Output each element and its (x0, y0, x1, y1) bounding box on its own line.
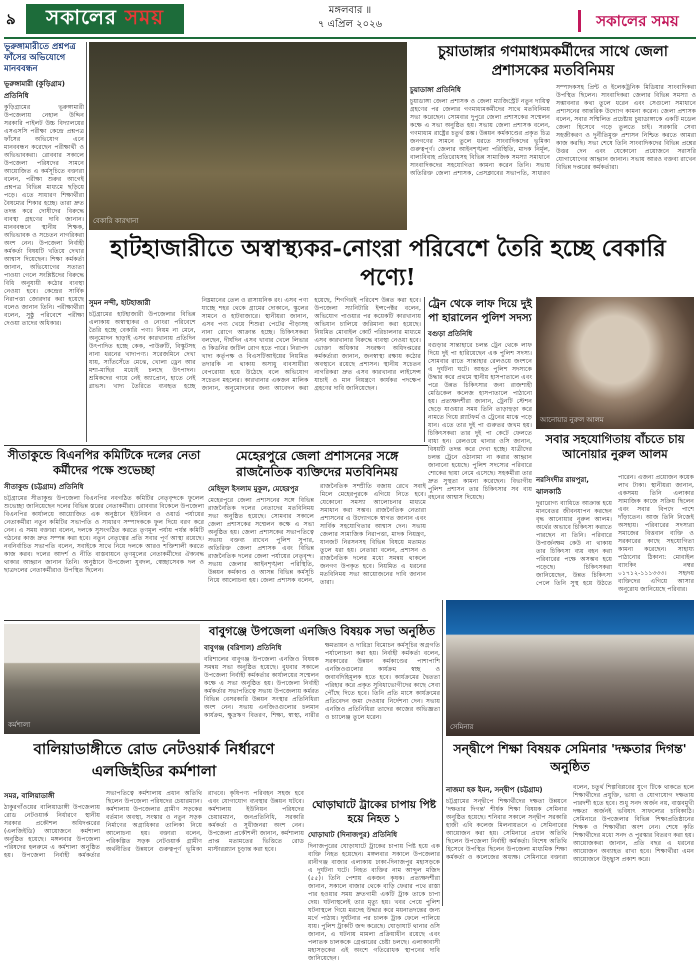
sandwip-photo (446, 600, 694, 736)
lead-headline: হাটহাজারীতে অস্বাস্থ্যকর-নোংরা পরিবেশে তৈরি হচ্ছে বেকারি পণ্যে! (110, 235, 666, 291)
date-block (300, 4, 400, 34)
elder-headline: সবার সহযোগিতায় বাঁচতে চায় আনোয়ার নুরুল আলম (545, 432, 685, 461)
sandwip-headline: সন্দ্বীপে শিক্ষা বিষয়ক সেমিনার 'দক্ষতার দিগন্ত' অনুষ্ঠিত (453, 741, 687, 774)
article-headline: ভূরুঙ্গামারীতে প্রশ্নপত্র ফাঁসের অভিযোগে মানববন্ধন (4, 42, 76, 74)
article-body: চট্টগ্রামের সন্দ্বীপে শিক্ষার্থীদের দক্ষতা উন্নয়নে 'দক্ষতার দিগন্ত' শীর্ষক শিক্ষা বিষয়ক সেমিনার অনুষ্ঠিত হয়েছে। শনিবার সকালে সন্দ্বীপ সরকারি হাজী এবি কলেজ মিলনায়তনে এ সেমিনারের আয়োজন করা হয়। সেমিনারে প্রধান অতিথি ছিলেন উপজেলা নির্বাহী কর্মকর্তা। বিশেষ অতিথি হিসেবে উপস্থিত ছিলেন উপজেলা মাধ্যমিক শিক্ষা কর্মকর্তা ও কলেজের অধ্যক্ষ। সেমিনারে বক্তারা বলেন, চতুর্থ শিল্পবিপ্লবের যুগে টিকে থাকতে হলে শিক্ষার্থীদের প্রযুক্তি, ভাষা ও যোগাযোগ দক্ষতায় পারদর্শী হতে হবে। শুধু সনদ অর্জন নয়, বাস্তবমুখী দক্ষতা অর্জনই ভবিষ্যৎ সাফল্যের চাবিকাঠি। সেমিনারে উপজেলার বিভিন্ন শিক্ষাপ্রতিষ্ঠানের শিক্ষক ও শিক্ষার্থীরা অংশ নেন। শেষে কৃতি শিক্ষার্থীদের মধ্যে সনদ ও পুরস্কার বিতরণ করা হয়। আয়োজকরা জানান, প্রতি বছর এ ধরনের আয়োজন অব্যাহত রাখা হবে। শিক্ষার্থীরা এমন আয়োজনে উচ্ছ্বাস প্রকাশ করে। (446, 784, 694, 863)
lead-photo (89, 42, 407, 230)
article-headline: ট্রেন থেকে লাফ দিয়ে দুই পা হারালেন পুলিশ সদস্য (428, 298, 532, 324)
elder-body-block (536, 474, 694, 598)
article-body: চুয়াডাঙ্গা জেলা প্রশাসক ও জেলা ম্যাজিস্ট্রেট নতুন দায়িত্ব গ্রহণের পর জেলার গণমাধ্যমকর্মীদের সাথে মতবিনিময় সভা করেছেন। সোমবার দুপুরে জেলা প্রশাসকের সম্মেলন কক্ষে এ সভা অনুষ্ঠিত হয়। সভায় জেলা প্রশাসক বলেন, গণমাধ্যম রাষ্ট্রের চতুর্থ স্তম্ভ। উন্নয়ন কর্মকাণ্ডের প্রকৃত চিত্র জনগণের সামনে তুলে ধরতে সাংবাদিকদের ভূমিকা গুরুত্বপূর্ণ। জেলার আইনশৃঙ্খলা পরিস্থিতি, মাদক নির্মূল, বাল্যবিবাহ প্রতিরোধসহ বিভিন্ন সামাজিক সমস্যা সমাধানে সাংবাদিকদের সহযোগিতা কামনা করেন তিনি। সভায় অতিরিক্ত জেলা প্রশাসক, প্রেসক্লাবের সভাপতি, সাধারণ সম্পাদকসহ প্রিন্ট ও ইলেকট্রনিক মিডিয়ার সাংবাদিকরা উপস্থিত ছিলেন। সাংবাদিকরা জেলার বিভিন্ন সমস্যা ও সম্ভাবনার কথা তুলে ধরেন এবং সেগুলো সমাধানে প্রশাসনের আন্তরিক উদ্যোগ কামনা করেন। জেলা প্রশাসক বলেন, সবার সম্মিলিত প্রচেষ্টায় চুয়াডাঙ্গাকে একটি মডেল জেলা হিসেবে গড়ে তুলতে চাই। সরকারি সেবা সহজীকরণ ও দুর্নীতিমুক্ত প্রশাসন নিশ্চিত করতে আমরা কাজ করছি। সভা শেষে তিনি সাংবাদিকদের বিভিন্ন প্রশ্নের উত্তর দেন এবং যেকোনো প্রয়োজনে সরাসরি যোগাযোগের আহ্বান জানান। সভায় আরও বক্তব্য রাখেন বিভিন্ন দপ্তরের কর্মকর্তারা। (410, 84, 696, 177)
article-byline: সুমন নন্দী, হাটহাজারী (89, 299, 151, 307)
brand-logo (26, 4, 184, 34)
article-byline: নরসিংদীর রায়পুরা, ঝালকাঠি (536, 476, 589, 496)
article-ghoraghat (308, 798, 440, 962)
article-babuganj (204, 624, 440, 796)
article-headline: মেহেরপুরে জেলা প্রশাসনের সঙ্গে রাজনৈতিক ব্যক্তিদের মতবিনিময় (235, 448, 399, 479)
article-body: দুরারোগ্য ব্যাধিতে আক্রান্ত হয়ে মানবেতর জীবনযাপন করছেন বৃদ্ধ আনোয়ার নুরুল আলম। অর্থের অভাবে চিকিৎসা করাতে পারছেন না তিনি। পরিবারে উপার্জনক্ষম কেউ না থাকায় তার চিকিৎসা ব্যয় বহন করা পরিবারের পক্ষে অসম্ভব হয়ে পড়েছে। চিকিৎসকরা জানিয়েছেন, উন্নত চিকিৎসা পেলে তিনি সুস্থ হয়ে উঠতে পারেন। এজন্য প্রয়োজন কয়েক লাখ টাকা। স্থানীয়রা জানান, একসময় তিনি এলাকার সামাজিক কাজে সক্রিয় ছিলেন এবং সবার বিপদে পাশে দাঁড়াতেন। আজ তিনি নিজেই অসহায়। পরিবারের সদস্যরা সমাজের বিত্তবান ব্যক্তি ও সরকারের কাছে সহযোগিতা কামনা করেছেন। সাহায্য পাঠানোর ঠিকানা: মোবাইল ব্যাংকিং নম্বর ০১৭১২-১১১৩৩৩। সহৃদয় ব্যক্তিদের এগিয়ে আসার অনুরোধ জানিয়েছে পরিবার। (536, 474, 694, 593)
page-number: ৯ (6, 10, 16, 28)
article-byline: বাবুগঞ্জ (বরিশাল) প্রতিনিধি (204, 644, 282, 652)
photo-caption: সেমিনার (450, 723, 474, 731)
photo-caption: কর্মশালা (8, 721, 31, 729)
brand-left: সকালের (45, 4, 117, 29)
issue-date: ৭ এপ্রিল ২০২৬ (317, 19, 383, 30)
article-headline: চুয়াডাঙ্গার গণমাধ্যমকর্মীদের সাথে জেলা প্রশাসকের মতবিনিময় (438, 43, 668, 79)
masthead-rule (4, 37, 696, 39)
article-body: চট্টগ্রামের সীতাকুন্ড উপজেলা বিএনপির নবগঠিত কমিটির নেতৃবৃন্দকে ফুলেল শুভেচ্ছা জানিয়েছেন দলের বিভিন্ন স্তরের নেতাকর্মীরা। রোববার বিকেলে উপজেলা বিএনপির কার্যালয়ে আয়োজিত এক অনুষ্ঠানে ইউনিয়ন ও ওয়ার্ড পর্যায়ের নেতাকর্মীরা নতুন কমিটির সভাপতি ও সাধারণ সম্পাদককে ফুল দিয়ে বরণ করে নেন। এ সময় বক্তারা বলেন, দলকে সুসংগঠিত করতে তৃণমূল পর্যায় পর্যন্ত কমিটি গঠনের কাজ দ্রুত সম্পন্ন করা হবে। নতুন নেতৃত্বের প্রতি সবার পূর্ণ আস্থা রয়েছে। নবনির্বাচিত সভাপতি বলেন, সবাইকে সাথে নিয়ে দলকে আরও শক্তিশালী করতে কাজ করব। দলের আদর্শ ও নীতি বাস্তবায়নে তৃণমূলের নেতাকর্মীদের ঐক্যবদ্ধ থাকার আহ্বান জানান তিনি। অনুষ্ঠানে উপজেলা যুবদল, স্বেচ্ছাসেবক দল ও ছাত্রদলের নেতাকর্মীরাও উপস্থিত ছিলেন। (4, 495, 204, 574)
column-rule (424, 297, 425, 442)
weekday: মঙ্গলবার ॥ (328, 5, 372, 16)
photo-caption: আনোয়ার নুরুল আলম (540, 416, 604, 424)
section-rule (4, 620, 428, 621)
article-sitakunda (4, 448, 204, 618)
article-byline: সমর, বালিয়াডাঙ্গী (4, 792, 55, 800)
article-body: চট্টগ্রামের হাটহাজারী উপজেলার বিভিন্ন এলাকায় অস্বাস্থ্যকর ও নোংরা পরিবেশে তৈরি হচ্ছে বেকারি পণ্য। নিয়ম না মেনে, অনুমোদন ছাড়াই এসব কারখানায় প্রতিদিন উৎপাদিত হচ্ছে কেক, পাউরুটি, বিস্কুটসহ নানা ধরনের খাদ্যপণ্য। সরেজমিনে দেখা যায়, স্যাঁতসেঁতে মেঝে, খোলা ড্রেন আর মশা-মাছির মধ্যেই চলছে উৎপাদন। শ্রমিকদের গায়ে নেই অ্যাপ্রোন, হাতে নেই গ্লাভস। খাদ্য তৈরিতে ব্যবহৃত হচ্ছে নিম্নমানের তেল ও রাসায়নিক রং। এসব পণ্য যাচ্ছে শহর থেকে গ্রামের দোকানে, স্কুলের সামনে ও হাটবাজারে। স্থানীয়রা জানান, এসব পণ্য খেয়ে শিশুরা পেটের পীড়াসহ নানা রোগে আক্রান্ত হচ্ছে। চিকিৎসকরা বলছেন, দীর্ঘদিন এসব খাবার খেলে লিভার ও কিডনির জটিল রোগ হতে পারে। নিরাপদ খাদ্য কর্তৃপক্ষ ও বিএসটিআইয়ের নিয়মিত তদারকি না থাকায় অসাধু ব্যবসায়ীরা বেপরোয়া হয়ে উঠেছে বলে অভিযোগ সচেতন মহলের। কারখানার একজন মালিক জানান, অনুমোদনের জন্য আবেদন করা হয়েছে, শিগগিরই পরিবেশ উন্নত করা হবে। উপজেলা স্যানিটারি ইন্সপেক্টর বলেন, অভিযোগ পাওয়ার পর কয়েকটি কারখানায় অভিযান চালিয়ে জরিমানা করা হয়েছে। নিয়মিত মোবাইল কোর্ট পরিচালনার মাধ্যমে এসব কারখানার বিরুদ্ধে ব্যবস্থা নেওয়া হবে। ভোক্তা অধিকার সংরক্ষণ অধিদপ্তরের কর্মকর্তারা জানান, জনস্বাস্থ্য রক্ষায় কঠোর অবস্থানে রয়েছে প্রশাসন। স্থানীয় সচেতন নাগরিকরা দ্রুত এসব কারখানার লাইসেন্স যাচাই ও মান নিয়ন্ত্রণে কার্যকর পদক্ষেপ গ্রহণের দাবি জানিয়েছেন। (89, 297, 421, 392)
article-body: মেহেরপুরে জেলা প্রশাসনের সঙ্গে বিভিন্ন রাজনৈতিক দলের নেতাদের মতবিনিময় সভা অনুষ্ঠিত হয়েছে। সোমবার সকালে জেলা প্রশাসকের সম্মেলন কক্ষে এ সভা অনুষ্ঠিত হয়। জেলা প্রশাসকের সভাপতিত্বে সভায় বক্তব্য রাখেন পুলিশ সুপার, অতিরিক্ত জেলা প্রশাসক এবং বিভিন্ন রাজনৈতিক দলের জেলা পর্যায়ের নেতৃবৃন্দ। সভায় জেলার আইনশৃঙ্খলা পরিস্থিতি, উন্নয়ন কর্মকাণ্ড ও আসন্ন বিভিন্ন কর্মসূচি নিয়ে আলোচনা হয়। জেলা প্রশাসক বলেন, রাজনৈতিক সম্প্রীতি বজায় রেখে সবাই মিলে মেহেরপুরকে এগিয়ে নিতে হবে। যেকোনো সমস্যা আলোচনার মাধ্যমে সমাধান করা সম্ভব। রাজনৈতিক নেতারা প্রশাসনের এ উদ্যোগকে স্বাগত জানান এবং সার্বিক সহযোগিতার আশ্বাস দেন। সভায় জেলার সামাজিক নিরাপত্তা, মাদক নিয়ন্ত্রণ, যানজট নিরসনসহ বিভিন্ন বিষয়ে মতামত তুলে ধরা হয়। নেতারা বলেন, প্রশাসন ও রাজনৈতিক দলের মধ্যে সমন্বয় থাকলে জনগণ উপকৃত হবে। নিয়মিত এ ধরনের মতবিনিময় সভা আয়োজনের দাবি জানান তারা। (208, 483, 426, 586)
baliadangi-body-block (4, 790, 304, 906)
article-byline: মেহিদুল ইসলাম মুকুল, মেহেরপুর (208, 485, 299, 493)
photo-caption: বেকারি কারখানা (93, 217, 139, 225)
baliadangi-photo (4, 624, 200, 734)
column-rule (86, 42, 87, 442)
article-body: বরিশালের বাবুগঞ্জ উপজেলা এনজিও বিষয়ক সমন্বয় সভা অনুষ্ঠিত হয়েছে। বুধবার সকালে উপজেলা নির্বাহী কর্মকর্তার কার্যালয়ের সম্মেলন কক্ষে এ সভা অনুষ্ঠিত হয়। উপজেলা নির্বাহী কর্মকর্তার সভাপতিত্বে সভায় উপজেলায় কর্মরত বিভিন্ন বেসরকারি উন্নয়ন সংস্থার প্রতিনিধিরা অংশ নেন। সভায় এনজিওগুলোর চলমান কার্যক্রম, ক্ষুদ্রঋণ বিতরণ, শিক্ষা, স্বাস্থ্য, নারীর ক্ষমতায়ন ও দারিদ্র্য বিমোচন কর্মসূচির অগ্রগতি পর্যালোচনা করা হয়। নির্বাহী কর্মকর্তা বলেন, সরকারের উন্নয়ন কর্মকাণ্ডের পাশাপাশি এনজিওগুলোর কার্যক্রম স্বচ্ছ ও জবাবদিহিমূলক হতে হবে। কার্যক্রমের দ্বৈততা পরিহার করে প্রকৃত সুবিধাভোগীদের কাছে সেবা পৌঁছে দিতে হবে। তিনি প্রতি মাসে কার্যক্রমের প্রতিবেদন জমা দেওয়ার নির্দেশনা দেন। সভায় এনজিও প্রতিনিধিরা তাদের কাজের অভিজ্ঞতা ও চ্যালেঞ্জ তুলে ধরেন। (204, 642, 440, 721)
section-rule (4, 445, 428, 446)
article-headline: বাবুগঞ্জে উপজেলা এনজিও বিষয়ক সভা অনুষ্ঠিত (209, 624, 435, 638)
article-byline: সীতাকুন্ড (চট্টগ্রাম) প্রতিনিধি (4, 483, 84, 491)
lead-body-block (89, 297, 421, 442)
article-headline: ঘোড়াঘাটে ট্রাকের চাপায় পিষ্ট হয়ে নিহত ১ (311, 799, 437, 825)
article-body: ঠাকুরগাঁওয়ের বালিয়াডাঙ্গী উপজেলায় রোড নেটওয়ার্ক নির্ধারণে স্থানীয় সরকার প্রকৌশল অধিদপ্তরের (এলজিইডি) আয়োজনে কর্মশালা অনুষ্ঠিত হয়েছে। মঙ্গলবার উপজেলা পরিষদের হলরুমে এ কর্মশালা অনুষ্ঠিত হয়। উপজেলা নির্বাহী কর্মকর্তার সভাপতিত্বে কর্মশালায় প্রধান অতিথি ছিলেন উপজেলা পরিষদের চেয়ারম্যান। কর্মশালায় উপজেলার গ্রামীণ সড়কের বর্তমান অবস্থা, সংস্কার ও নতুন সড়ক নির্মাণের অগ্রাধিকার তালিকা নিয়ে আলোচনা হয়। বক্তারা বলেন, পরিকল্পিত সড়ক নেটওয়ার্ক গ্রামীণ অর্থনীতির উন্নয়নে গুরুত্বপূর্ণ ভূমিকা রাখবে। কৃষিপণ্য পরিবহন সহজ হবে এবং যোগাযোগ ব্যবস্থার উন্নয়ন ঘটবে। কর্মশালায় ইউনিয়ন পরিষদের চেয়ারম্যান, জনপ্রতিনিধি, সরকারি কর্মকর্তা ও সুধীজনরা অংশ নেন। উপজেলা প্রকৌশলী জানান, কর্মশালায় প্রাপ্ত মতামতের ভিত্তিতে রোড মাস্টারপ্ল্যান চূড়ান্ত করা হবে। (4, 790, 304, 859)
article-byline: ভূরুঙ্গামারী (কুড়িগ্রাম) প্রতিনিধি (4, 80, 65, 100)
column-rule (442, 600, 443, 906)
article-headline: সীতাকুন্ডে বিএনপির কমিটিকে দলের নেতা কর্মীদের পক্ষে শুভেচ্ছা (7, 448, 201, 477)
article-train (428, 297, 532, 597)
article-byline: ঘোড়াঘাট (দিনাজপুর) প্রতিনিধি (308, 831, 398, 839)
article-sidebar-left (4, 42, 84, 442)
article-byline: নাজমা হক ইমন, সন্দ্বীপ (চট্টগ্রাম) (446, 786, 543, 794)
right-masthead: সকালের সময় (578, 10, 688, 32)
article-byline: বগুড়া প্রতিনিধি (428, 330, 473, 338)
article-body: কুড়িগ্রামের ভূরুঙ্গামারী উপজেলায় নেহাল উদ্দিন সরকারি পাইলট উচ্চ বিদ্যালয়ের এসএসসি পরীক্ষা কেন্দ্রে প্রশ্নপত্র ফাঁসের অভিযোগ এনে মানববন্ধন করেছেন পরীক্ষার্থী ও অভিভাবকরা। রোববার সকালে উপজেলা পরিষদের সামনে আয়োজিত এ কর্মসূচিতে বক্তারা বলেন, পরীক্ষা শুরুর আগেই প্রশ্নপত্র বিভিন্ন মাধ্যমে ছড়িয়ে পড়ে। এতে সাধারণ শিক্ষার্থীরা বৈষম্যের শিকার হচ্ছে। তারা দ্রুত তদন্ত করে দোষীদের বিরুদ্ধে ব্যবস্থা গ্রহণের দাবি জানান। মানববন্ধনে স্থানীয় শিক্ষক, অভিভাবক ও সচেতন নাগরিকরা অংশ নেন। উপজেলা নির্বাহী কর্মকর্তা বিষয়টি খতিয়ে দেখার আশ্বাস দিয়েছেন। শিক্ষা কর্মকর্তা জানান, অভিযোগের সত্যতা পাওয়া গেলে সংশ্লিষ্টদের বিরুদ্ধে বিধি অনুযায়ী কঠোর ব্যবস্থা নেওয়া হবে। কেন্দ্রের সার্বিক নিরাপত্তা জোরদার করা হয়েছে বলেও জানান তিনি। পরীক্ষার্থীরা বলেন, সুষ্ঠু পরিবেশে পরীক্ষা দেওয়া তাদের অধিকার। (4, 104, 84, 327)
article-body: দিনাজপুরের ঘোড়াঘাটে ট্রাকের চাপায় পিষ্ট হয়ে এক ব্যক্তি নিহত হয়েছেন। মঙ্গলবার সকালে উপজেলার রানীগঞ্জ বাজার এলাকায় ঢাকা-দিনাজপুর মহাসড়কে এ দুর্ঘটনা ঘটে। নিহত ব্যক্তির নাম আব্দুল মজিদ (৫৫)। তিনি পেশায় একজন কৃষক। প্রত্যক্ষদর্শীরা জানান, সকালে বাজার থেকে বাড়ি ফেরার পথে রাস্তা পার হওয়ার সময় দ্রুতগামী একটি ট্রাক তাকে চাপা দেয়। ঘটনাস্থলেই তার মৃত্যু হয়। খবর পেয়ে পুলিশ ঘটনাস্থলে গিয়ে মরদেহ উদ্ধার করে ময়নাতদন্তের জন্য মর্গে পাঠায়। দুর্ঘটনার পর চালক ট্রাক ফেলে পালিয়ে যায়। পুলিশ ট্রাকটি জব্দ করেছে। ঘোড়াঘাট থানার ওসি জানান, এ ঘটনায় মামলা প্রক্রিয়াধীন রয়েছে এবং পলাতক চালককে গ্রেপ্তারের চেষ্টা চলছে। এলাকাবাসী মহাসড়কের এই অংশে গতিরোধক স্থাপনের দাবি জানিয়েছেন। (308, 843, 440, 962)
baliadangi-headline: বালিয়াডাঙ্গীতে রোড নেটওয়ার্ক নির্ধারণে এলজিইডির কর্মশালা (33, 740, 275, 780)
brand-right: সময় (124, 4, 165, 29)
article-body: বগুড়ার সান্তাহারে চলন্ত ট্রেন থেকে লাফ দিয়ে দুই পা হারিয়েছেন এক পুলিশ সদস্য। সোমবার রাতে সান্তাহার রেলওয়ে জংশনে এ দুর্ঘটনা ঘটে। আহত পুলিশ সদস্যকে উদ্ধার করে প্রথমে স্থানীয় হাসপাতালে এবং পরে উন্নত চিকিৎসার জন্য রাজশাহী মেডিকেল কলেজ হাসপাতালে পাঠানো হয়। প্রত্যক্ষদর্শীরা জানান, ট্রেনটি স্টেশন ছেড়ে যাওয়ার সময় তিনি তাড়াহুড়া করে নামতে গিয়ে প্ল্যাটফর্ম ও ট্রেনের মাঝে পড়ে যান। এতে তার দুই পা গুরুতর জখম হয়। চিকিৎসকরা তার দুই পা কেটে ফেলতে বাধ্য হন। রেলওয়ে থানার ওসি জানান, বিষয়টি তদন্ত করে দেখা হচ্ছে। যাত্রীদের চলন্ত ট্রেনে ওঠানামা না করার আহ্বান জানানো হয়েছে। পুলিশ সদস্যের পরিবারে শোকের ছায়া নেমে এসেছে। সহকর্মীরা তার দ্রুত সুস্থতা কামনা করেছেন। বিভাগীয় পুলিশ প্রশাসন তার চিকিৎসার সব ব্যয় বহনের আশ্বাস দিয়েছে। (428, 342, 532, 501)
sandwip-body-block (446, 784, 694, 906)
article-top-right (410, 42, 696, 232)
article-byline: চুয়াডাঙ্গা প্রতিনিধি (410, 86, 461, 94)
elder-photo (536, 297, 694, 429)
article-meherpur (208, 448, 426, 618)
